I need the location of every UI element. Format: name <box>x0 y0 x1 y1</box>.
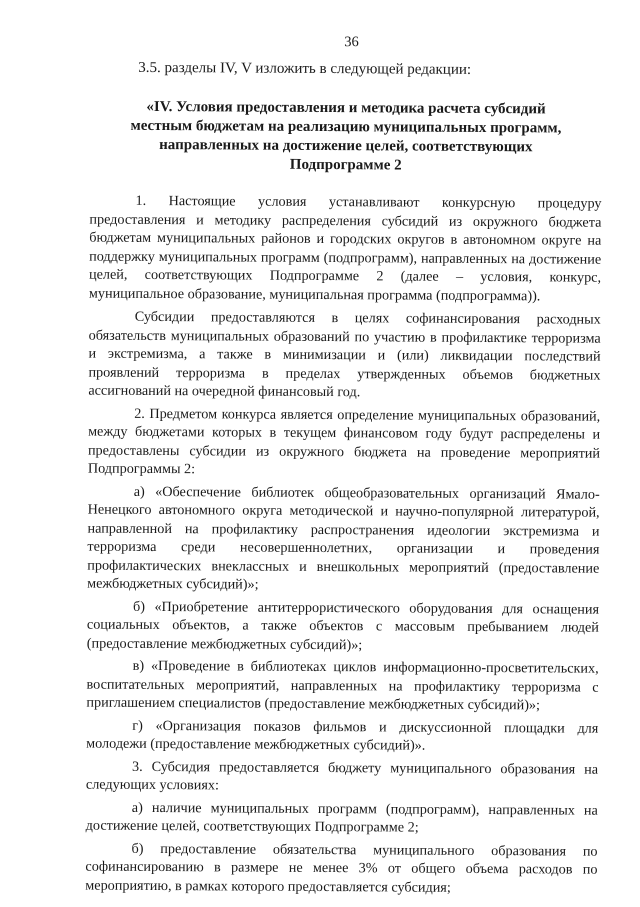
list-item-a: а) «Обеспечение библиотек общеобразовательных организаций Ямало-Ненецкого автономного округа методической и научно-популярной литературой, направленной на профилактику распространения идеологии экстремизма и терроризма среди несовершеннолетних, организации и проведения профилактических внеклассных и внешкольных мероприятий (предоставление межбюджетных субсидий)»; <box>87 483 600 593</box>
term-item-a: а) наличие муниципальных программ (подпрограмм), направленных на достижение целей, соответствующих Подпрограмме 2; <box>85 799 598 836</box>
paragraph-2-subject: 2. Предметом конкурса является определение муниципальных образований, между бюджетами которых в текущем финансовом году будут распределены и предоставлены субсидии из окружного бюджета на проведение мероприятий Подпрограммы 2: <box>87 405 601 478</box>
list-item-v: в) «Проведение в библиотеках циклов информационно-просветительских, воспитательных мероприятий, направленных на профилактику терроризма с приглашением специалистов (предоставление межбюджетных субсидий)»; <box>86 657 599 714</box>
paragraph-subsidy-purpose: Субсидии предоставляются в целях софинансирования расходных обязательств муниципальных образований по участию в профилактике терроризма и экстремизма, а также в минимизации и (или) ликвидации последствий проявлений терроризма в пределах утвержденных объемов бюджетных ассигнований на очередной финансовый год. <box>88 308 601 401</box>
term-item-b: б) предоставление обязательства муниципального образования по софинансированию в размере не менее 3% от общего объема расходов по мероприятию, в рамках которого предоставляется субсидия; <box>85 840 598 896</box>
heading-line-2: местным бюджетам на реализацию муниципальных программ, <box>130 117 562 137</box>
heading-line-1: «IV. Условия предоставления и методика расчета субсидий <box>146 98 546 118</box>
heading-line-4: Подпрограмме 2 <box>289 156 402 174</box>
page-number: 36 <box>344 34 359 51</box>
list-item-b: б) «Приобретение антитеррористического оборудования для оснащения социальных объектов, а также объектов с массовым пребыванием людей (предоставление межбюджетных субсидий)»; <box>86 598 600 653</box>
paragraph-1-conditions: 1. Настоящие условия устанавливают конкурсную процедуру предоставления и методику распределения субсидий из окружного бюджета бюджетам муниципальных районов и городских округов в автономном округе на поддержку муниципальных программ (подпрограмм), направленных на достижение целей, соответствующих Подпрограмме 2 (далее – условия, конкурс, муниципальное образование, муниципальная программа (подпрограмма)). <box>88 192 602 304</box>
section-heading <box>90 98 602 177</box>
list-item-g: г) «Организация показов фильмов и дискуссионной площадки для молодежи (предоставление межбюджетных субсидий)». <box>86 717 599 754</box>
heading-line-3: направленных на достижение целей, соответствующих <box>159 137 533 156</box>
paragraph-3-terms: 3. Субсидия предоставляется бюджету муниципального образования на следующих условиях: <box>85 758 599 794</box>
amendment-lead: 3.5. разделы IV, V изложить в следующей редакции: <box>138 59 472 78</box>
